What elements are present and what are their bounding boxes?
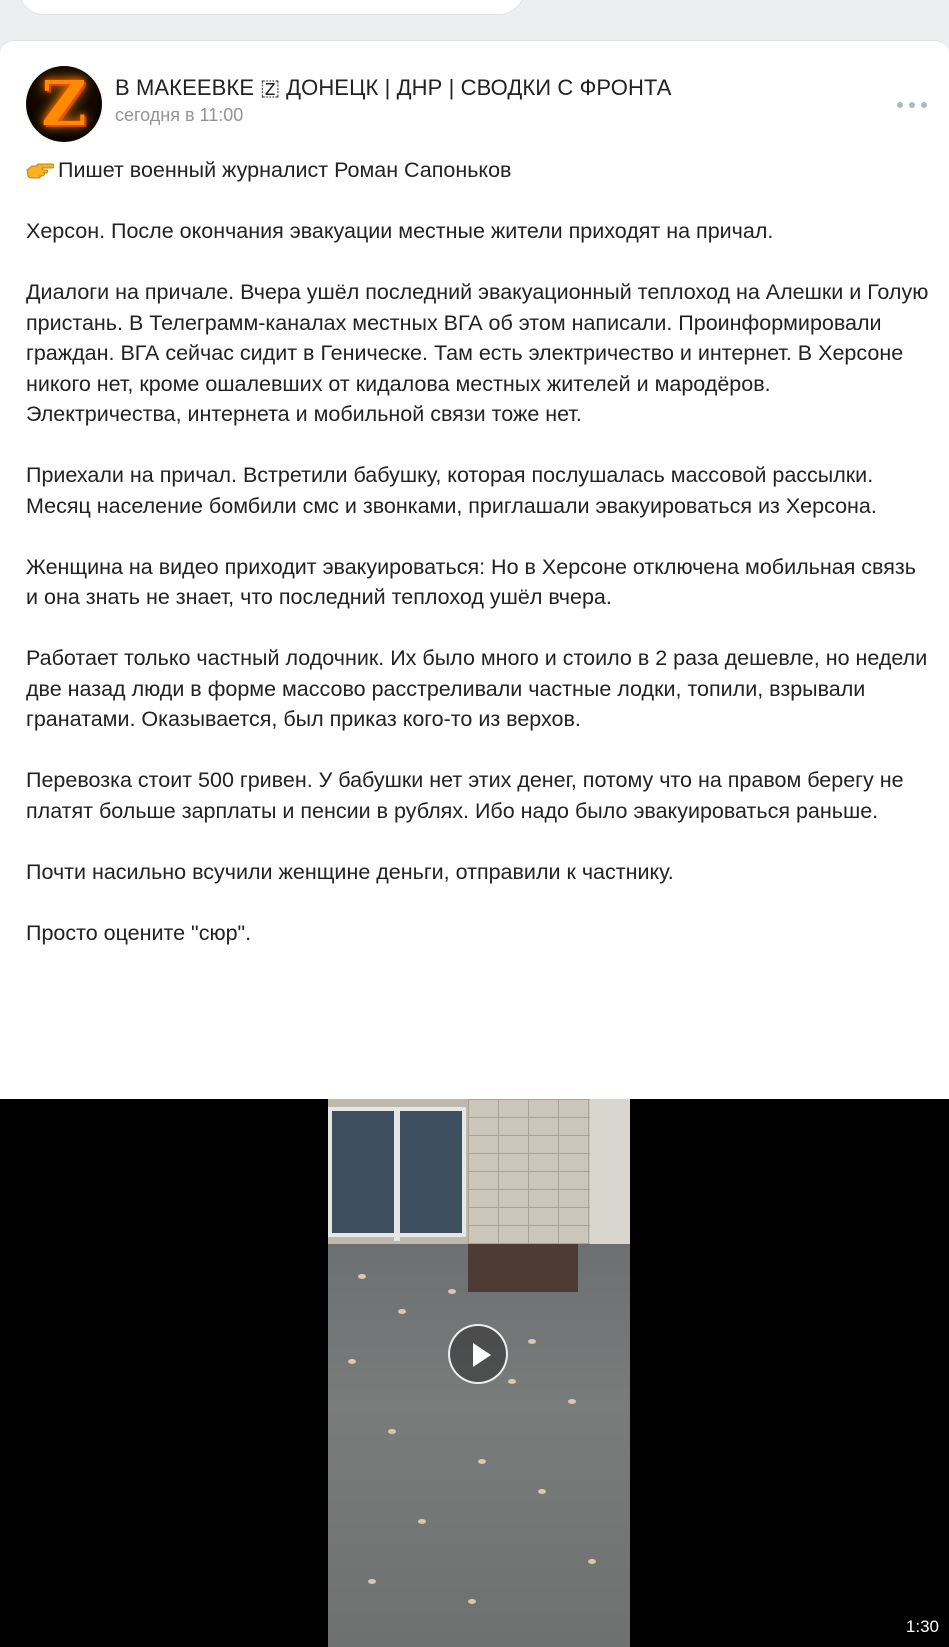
more-dots-icon[interactable]: [897, 99, 927, 111]
thumbnail-pavement: [328, 1244, 630, 1647]
more-dot: [921, 102, 927, 108]
video-duration: 1:30: [905, 1617, 939, 1636]
leaf: [538, 1489, 546, 1494]
leaf: [568, 1399, 576, 1404]
leaf: [448, 1289, 456, 1294]
post-paragraph: Херсон. После окончания эвакуации местные жители приходят на причал.: [26, 219, 774, 243]
leaf: [368, 1579, 376, 1584]
paragraph-text: Пишет военный журналист Роман Сапоньков: [58, 158, 512, 182]
thumbnail-wall-base: [468, 1244, 578, 1292]
leaf: [348, 1359, 356, 1364]
leaf: [468, 1599, 476, 1604]
more-dot: [897, 102, 903, 108]
thumbnail-pillar: [590, 1099, 630, 1244]
group-name[interactable]: В МАКЕЕВКЕ 🇿 ДОНЕЦК | ДНР | СВОДКИ С ФРОНТА: [115, 75, 672, 100]
leaf: [398, 1309, 406, 1314]
post-paragraph: Почти насильно всучили женщине деньги, отправили к частнику.: [26, 859, 674, 884]
more-dot: [909, 102, 915, 108]
post-paragraph: [26, 155, 931, 186]
leaf: [418, 1519, 426, 1524]
group-avatar[interactable]: [26, 66, 102, 142]
post-card: [0, 40, 949, 1647]
post-header: [0, 41, 949, 151]
post-text: [26, 155, 931, 948]
post-paragraph: Женщина на видео приходит эвакуироваться: Но в Херсоне отключена мобильная связь и она знать не знает, что последний теплоход ушёл вчера.: [26, 554, 916, 609]
post-paragraph: Приехали на причал. Встретили бабушку, которая послушалась массовой рассылки. Месяц население бомбили смс и звонками, приглашали эвакуироваться из Херсона.: [26, 463, 877, 518]
thumbnail-brick-wall: [468, 1099, 598, 1244]
post-paragraph: Перевозка стоит 500 гривен. У бабушки нет этих денег, потому что на правом берегу не платят больше зарплаты и пенсии в рублях. Ибо надо было эвакуироваться раньше.: [26, 768, 904, 823]
leaf: [388, 1429, 396, 1434]
leaf: [588, 1559, 596, 1564]
play-triangle: [473, 1343, 491, 1367]
thumbnail-window-frame: [394, 1111, 400, 1241]
previous-card-edge: [18, 0, 525, 15]
pointing-hand-icon: [26, 161, 54, 179]
thumbnail-window: [328, 1107, 466, 1237]
leaf: [478, 1459, 486, 1464]
leaf: [508, 1379, 516, 1384]
post-paragraph: Работает только частный лодочник. Их было много и стоило в 2 раза дешевле, но недели две назад люди в форме массово расстреливали частные лодки, топили, взрывали гранатами. Оказывается, был приказ кого-то из верхов.: [26, 646, 928, 731]
leaf: [358, 1274, 366, 1279]
play-icon[interactable]: [448, 1324, 508, 1384]
video-player[interactable]: [0, 1099, 949, 1647]
post-paragraph: Диалоги на причале. Вчера ушёл последний эвакуационный теплоход на Алешки и Голую пристань. В Телеграмм-каналах местных ВГА об этом написали. Проинформировали граждан. ВГА сейчас сидит в Геническе. Там есть электричество и интернет. В Херсоне никого нет, кроме ошалевших от кидалова местных жителей и мародёров. Электричества, интернета и мобильной связи тоже нет.: [26, 280, 929, 426]
top-strip: [0, 0, 949, 40]
avatar-logo-letter: Z: [41, 67, 87, 140]
post-time[interactable]: сегодня в 11:00: [115, 105, 244, 125]
post-paragraph: Просто оцените "сюр".: [26, 920, 252, 945]
leaf: [528, 1339, 536, 1344]
